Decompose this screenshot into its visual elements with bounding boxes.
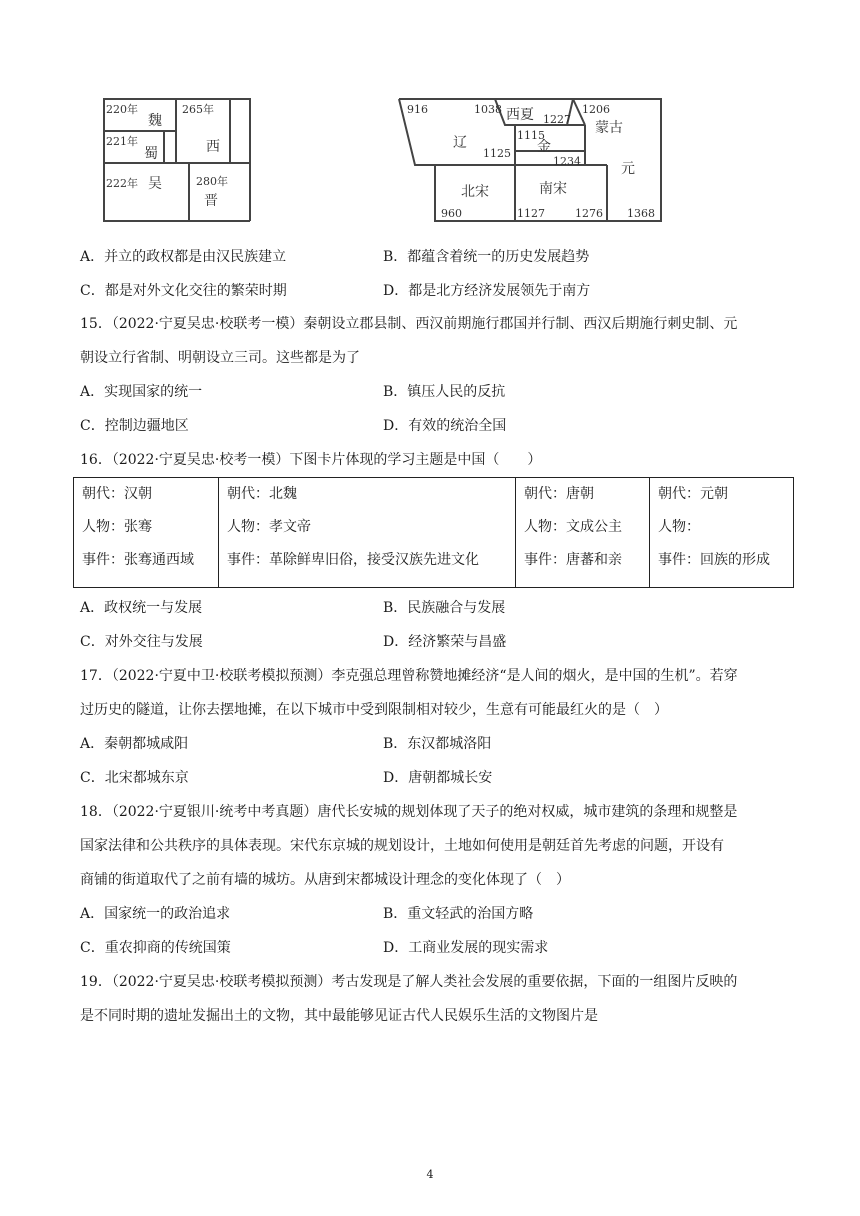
- q16-option-d: D．经济繁荣与昌盛: [383, 634, 507, 650]
- q15-option-a: A．实现国家的统一: [80, 384, 203, 400]
- q14-option-a: A．并立的政权都是由汉民族建立: [80, 249, 287, 265]
- three-kingdoms-diagram: [100, 95, 255, 225]
- page-number: 4: [426, 1168, 434, 1181]
- q17-option-d: D．唐朝都城长安: [383, 770, 493, 786]
- q18-stem-line2: 国家法律和公共秩序的具体表现。宋代东京城的规划设计，土地如何使用是朝廷首先考虑的问题，开设有: [80, 838, 724, 854]
- q16-option-c: C．对外交往与发展: [80, 634, 203, 650]
- q17-stem-line2: 过历史的隧道，让你去摆地摊，在以下城市中受到限制相对较少，生意有可能最红火的是（ ）: [80, 702, 668, 718]
- label-menggu: 蒙古: [595, 120, 623, 136]
- q18-option-b: B．重文轻武的治国方略: [383, 906, 534, 922]
- q18-option-c: C．重农抑商的传统国策: [80, 940, 231, 956]
- card-yuan: [650, 478, 794, 588]
- label-nansong: 南宋: [539, 181, 567, 197]
- label-222: 222年: [106, 177, 138, 190]
- q16-option-b: B．民族融合与发展: [383, 600, 506, 616]
- q17-option-a: A．秦朝都城咸阳: [80, 736, 189, 752]
- label-1127: 1127: [517, 207, 545, 220]
- label-1234: 1234: [553, 155, 581, 168]
- card-tang: [516, 478, 650, 588]
- label-wei: 魏: [148, 113, 162, 129]
- label-xixia: 西夏: [506, 107, 534, 123]
- card-dynasty: 朝代：元朝: [658, 486, 728, 502]
- label-1125: 1125: [483, 147, 511, 160]
- label-shu: 蜀: [144, 146, 158, 162]
- label-265: 265年: [182, 103, 214, 116]
- label-916: 916: [407, 103, 428, 116]
- label-1276: 1276: [575, 207, 603, 220]
- card-person: 人物：张骞: [82, 519, 152, 535]
- q19-stem-line2: 是不同时期的遗址发掘出土的文物，其中最能够见证古代人民娱乐生活的文物图片是: [80, 1008, 598, 1024]
- card-beiwei: [219, 478, 516, 588]
- q15-stem-line2: 朝设立行省制、明朝设立三司。这些都是为了: [80, 350, 360, 366]
- q18-option-a: A．国家统一的政治追求: [80, 906, 231, 922]
- card-event: 事件：回族的形成: [658, 552, 770, 568]
- label-xi: 西: [206, 139, 220, 155]
- q18-stem-line3: 商铺的街道取代了之前有墙的城坊。从唐到宋都城设计理念的变化体现了（ ）: [80, 872, 570, 888]
- q16-stem-line1: 16．（2022·宁夏吴忠·校考一模）下图卡片体现的学习主题是中国（ ）: [80, 452, 542, 468]
- q15-option-c: C．控制边疆地区: [80, 418, 189, 434]
- song-dynasty-diagram: [395, 95, 665, 225]
- history-cards-table: [73, 477, 794, 588]
- label-jin-dyn: 金: [537, 139, 551, 155]
- q18-option-d: D．工商业发展的现实需求: [383, 940, 549, 956]
- card-dynasty: 朝代：北魏: [227, 486, 297, 502]
- q14-option-b: B．都蕴含着统一的历史发展趋势: [383, 249, 590, 265]
- q14-option-c: C．都是对外文化交往的繁荣时期: [80, 283, 287, 299]
- card-event: 事件：革除鲜卑旧俗，接受汉族先进文化: [227, 552, 479, 568]
- label-280: 280年: [196, 175, 228, 188]
- q15-option-b: B．镇压人民的反抗: [383, 384, 506, 400]
- label-jin: 晋: [204, 193, 218, 209]
- label-1038: 1038: [474, 103, 502, 116]
- q17-stem-line1: 17．（2022·宁夏中卫·校联考模拟预测）李克强总理曾称赞地摊经济“是人间的烟火，是中国的生机”。若穿: [80, 668, 738, 684]
- card-event: 事件：张骞通西域: [82, 552, 194, 568]
- card-person: 人物：孝文帝: [227, 519, 311, 535]
- label-yuan: 元: [621, 161, 635, 177]
- label-960: 960: [441, 207, 462, 220]
- card-han: [74, 478, 219, 588]
- card-dynasty: 朝代：唐朝: [524, 486, 594, 502]
- q15-stem-line1: 15．（2022·宁夏吴忠·校联考一模）秦朝设立郡县制、西汉前期施行郡国并行制、西汉后期施行刺史制、元: [80, 316, 738, 332]
- card-person: 人物：: [658, 519, 700, 535]
- label-beisong: 北宋: [461, 184, 489, 200]
- label-1115: 1115: [517, 129, 545, 142]
- card-event: 事件：唐蕃和亲: [524, 552, 622, 568]
- card-person: 人物：文成公主: [524, 519, 622, 535]
- q18-stem-line1: 18．（2022·宁夏银川·统考中考真题）唐代长安城的规划体现了天子的绝对权威，城市建筑的条理和规整是: [80, 804, 738, 820]
- label-1368: 1368: [627, 207, 655, 220]
- card-dynasty: 朝代：汉朝: [82, 486, 152, 502]
- label-1227: 1227: [543, 113, 571, 126]
- label-220: 220年: [106, 103, 138, 116]
- q17-option-b: B．东汉都城洛阳: [383, 736, 492, 752]
- label-1206: 1206: [582, 103, 610, 116]
- label-221: 221年: [106, 135, 138, 148]
- label-wu: 吴: [148, 176, 162, 192]
- label-liao: 辽: [453, 135, 467, 151]
- q14-option-d: D．都是北方经济发展领先于南方: [383, 283, 591, 299]
- q19-stem-line1: 19．（2022·宁夏吴忠·校联考模拟预测）考古发现是了解人类社会发展的重要依据，下面的一组图片反映的: [80, 974, 738, 990]
- q17-option-c: C．北宋都城东京: [80, 770, 189, 786]
- q16-option-a: A．政权统一与发展: [80, 600, 203, 616]
- q15-option-d: D．有效的统治全国: [383, 418, 507, 434]
